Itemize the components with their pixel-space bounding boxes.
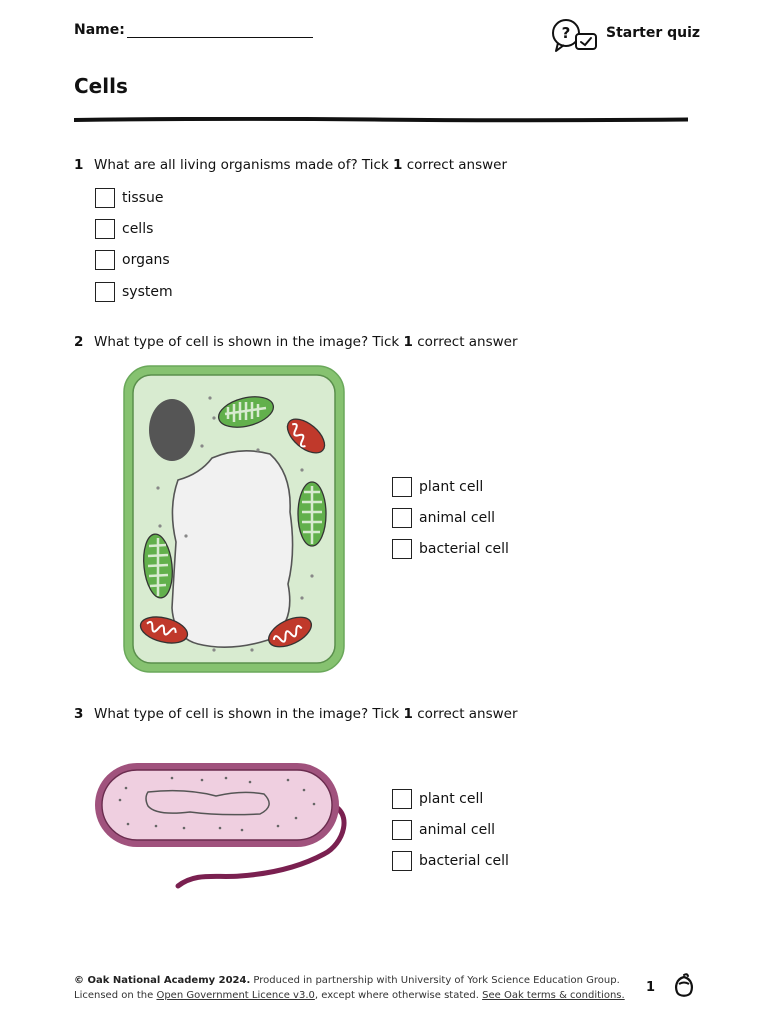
option-label: cells bbox=[122, 221, 154, 237]
quiz-badge bbox=[550, 16, 700, 54]
q1-option-system[interactable] bbox=[95, 282, 173, 302]
quiz-speech-bubble-icon bbox=[550, 16, 598, 54]
question-number: 3 bbox=[74, 706, 84, 722]
q3-option-animal-cell[interactable] bbox=[392, 820, 495, 840]
question-text: What type of cell is shown in the image? Tick 1 correct answer bbox=[94, 334, 518, 350]
svg-text:?: ? bbox=[561, 24, 571, 42]
option-label: plant cell bbox=[419, 479, 484, 495]
option-label: organs bbox=[122, 252, 170, 268]
nucleus-shape bbox=[149, 399, 195, 461]
footer bbox=[74, 973, 634, 1003]
name-field[interactable] bbox=[127, 23, 313, 38]
question-number: 1 bbox=[74, 157, 84, 173]
footer-line-1: © Oak National Academy 2024. Produced in partnership with University of York Science Education Group. bbox=[74, 975, 620, 986]
licence-link[interactable]: Open Government Licence v3.0 bbox=[156, 990, 315, 1001]
q1-option-tissue[interactable] bbox=[95, 188, 163, 208]
question-1 bbox=[74, 157, 507, 173]
option-label: animal cell bbox=[419, 822, 495, 838]
checkbox[interactable] bbox=[95, 188, 115, 208]
checkbox[interactable] bbox=[392, 477, 412, 497]
title-divider bbox=[74, 117, 688, 123]
option-label: bacterial cell bbox=[419, 853, 509, 869]
checkbox[interactable] bbox=[95, 282, 115, 302]
q2-option-plant-cell[interactable] bbox=[392, 477, 483, 497]
checkbox[interactable] bbox=[95, 219, 115, 239]
option-label: plant cell bbox=[419, 791, 484, 807]
vacuole-shape bbox=[172, 451, 293, 647]
copyright: © Oak National Academy 2024. bbox=[74, 975, 251, 986]
option-label: bacterial cell bbox=[419, 541, 509, 557]
footer-line-2: Licensed on the Open Government Licence v3.0, except where otherwise stated. See Oak terms & conditions. bbox=[74, 990, 625, 1001]
q1-option-cells[interactable] bbox=[95, 219, 153, 239]
checkbox[interactable] bbox=[392, 539, 412, 559]
bacterial-cell-image bbox=[92, 760, 352, 892]
option-label: animal cell bbox=[419, 510, 495, 526]
option-label: tissue bbox=[122, 190, 164, 206]
checkbox[interactable] bbox=[392, 789, 412, 809]
checkbox[interactable] bbox=[392, 508, 412, 528]
checkbox[interactable] bbox=[95, 250, 115, 270]
checkbox[interactable] bbox=[392, 851, 412, 871]
chloroplast-shape bbox=[298, 482, 326, 546]
page-number: 1 bbox=[646, 980, 656, 995]
q2-option-animal-cell[interactable] bbox=[392, 508, 495, 528]
question-number: 2 bbox=[74, 334, 84, 350]
question-3 bbox=[74, 706, 518, 722]
question-2 bbox=[74, 334, 518, 350]
page-title: Cells bbox=[74, 74, 128, 98]
question-text: What type of cell is shown in the image? Tick 1 correct answer bbox=[94, 706, 518, 722]
q3-option-bacterial-cell[interactable] bbox=[392, 851, 509, 871]
name-row bbox=[74, 22, 313, 38]
name-label: Name: bbox=[74, 22, 125, 38]
q3-option-plant-cell[interactable] bbox=[392, 789, 483, 809]
checkbox[interactable] bbox=[392, 820, 412, 840]
oak-acorn-logo-icon bbox=[673, 972, 695, 1000]
q2-option-bacterial-cell[interactable] bbox=[392, 539, 509, 559]
plant-cell-image bbox=[120, 362, 348, 676]
option-label: system bbox=[122, 284, 173, 300]
question-text: What are all living organisms made of? Tick 1 correct answer bbox=[94, 157, 508, 173]
quiz-label: Starter quiz bbox=[606, 25, 701, 41]
q1-option-organs[interactable] bbox=[95, 250, 170, 270]
terms-link[interactable]: See Oak terms & conditions. bbox=[482, 990, 625, 1001]
